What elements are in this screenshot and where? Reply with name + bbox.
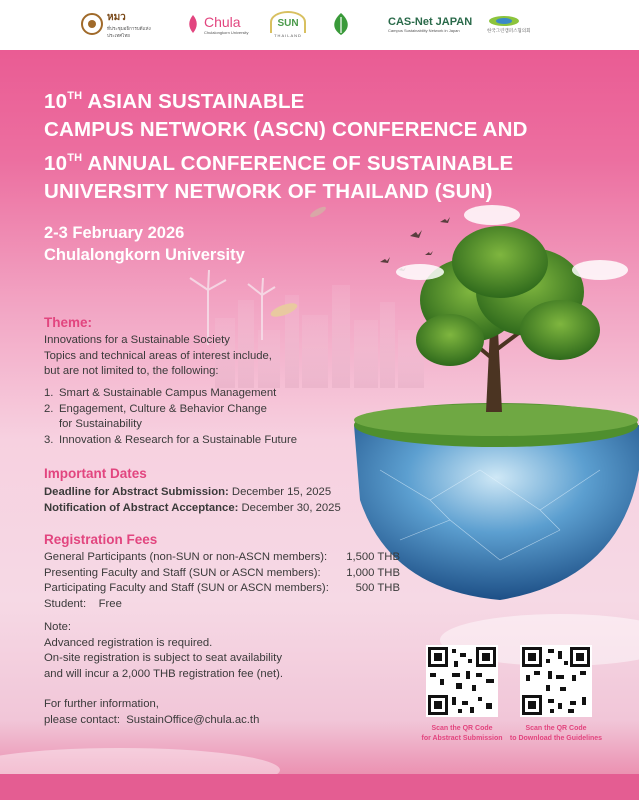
theme-line: but are not limited to, the following: [44, 365, 219, 377]
cupt-logo [80, 10, 169, 38]
logo-sub: THAILAND [274, 32, 302, 38]
logo-name: Chula [204, 13, 241, 30]
theme-heading: Theme: [44, 315, 93, 330]
qr-code-guidelines[interactable] [520, 645, 592, 717]
contact-line: For further information, [44, 698, 159, 710]
date-label: Deadline for Abstract Submission: [44, 486, 229, 498]
qr-caption-abstract [410, 724, 514, 744]
fee-student: Student: Free [44, 597, 122, 610]
theme-line: Innovations for a Sustainable Society [44, 334, 230, 346]
qr-code-icon [520, 645, 592, 717]
logo-name: CAS-Net JAPAN [388, 15, 473, 28]
fee-name: Presenting Faculty and Staff (SUN or ASCN members): [44, 566, 321, 579]
title-line-4: UNIVERSITY NETWORK OF THAILAND (SUN) [44, 180, 493, 203]
title-line-2: CAMPUS NETWORK (ASCN) CONFERENCE AND [44, 118, 528, 141]
logo-name: หมว [107, 11, 126, 23]
theme-topic-list [44, 386, 297, 448]
note-line: Note: [44, 621, 72, 633]
title-num: 10 [44, 152, 68, 175]
topic-text: Innovation & Research for a Sustainable Future [59, 433, 298, 446]
topic-item [44, 433, 297, 449]
qr-caption-line: for Abstract Submission [421, 735, 503, 742]
date-value: December 30, 2025 [238, 501, 341, 514]
fee-amount: 1,000 THB [346, 566, 400, 579]
fee-name: General Participants (non-SUN or non-ASCN members): [44, 551, 328, 563]
logo-sub: Campus Sustainability Network in Japan [388, 27, 460, 33]
sun-logo [270, 10, 306, 38]
title-text: ANNUAL CONFERENCE OF SUSTAINABLE [82, 152, 514, 175]
fees-heading: Registration Fees [44, 532, 158, 547]
fee-item [44, 566, 400, 582]
title-line-1 [44, 82, 604, 116]
fee-amount: 1,500 THB [346, 551, 400, 563]
korea-green-campus-logo [487, 10, 530, 38]
topic-item [44, 402, 297, 418]
note-line: On-site registration is subject to seat availability [44, 652, 282, 664]
topic-item [44, 417, 297, 433]
date-item [44, 485, 341, 501]
partner-logo-bar [0, 0, 639, 50]
contact-info [44, 697, 259, 728]
fee-item [44, 550, 400, 566]
cu-sustainability-logo [330, 10, 352, 38]
qr-caption-line: Scan the QR Code [431, 725, 493, 732]
event-venue: Chulalongkorn University [44, 246, 245, 264]
topic-text: Engagement, Culture & Behavior Change [59, 402, 267, 415]
chula-emblem-icon [185, 13, 201, 35]
topic-item [44, 386, 297, 402]
title-sup: TH [67, 152, 83, 164]
title-num: 10 [44, 90, 68, 113]
conference-title [44, 82, 604, 206]
green-campus-emblem-icon [487, 14, 521, 28]
date-label: Notification of Abstract Acceptance: [44, 501, 239, 514]
topic-num: 3. [44, 433, 54, 446]
fee-item [44, 581, 400, 597]
registration-note [44, 620, 283, 682]
qr-caption-guidelines [504, 724, 608, 744]
qr-caption-line: Scan the QR Code [525, 725, 587, 732]
qr-code-abstract-submission[interactable] [426, 645, 498, 717]
topic-num [44, 417, 59, 433]
topic-num: 1. [44, 387, 54, 399]
tree-illustration [416, 226, 600, 412]
chula-logo [185, 10, 248, 38]
bottom-accent-bar [0, 774, 639, 800]
fee-amount: 500 THB [355, 582, 400, 594]
dates-heading: Important Dates [44, 466, 147, 481]
date-value: December 15, 2025 [228, 486, 332, 498]
title-sup: TH [67, 90, 83, 102]
casnet-japan-logo [388, 10, 472, 38]
contact-email-line[interactable]: please contact: SustainOffice@chula.ac.th [44, 713, 260, 726]
leaf-emblem-icon [330, 11, 352, 37]
dates-list [44, 485, 341, 516]
topic-text: Smart & Sustainable Campus Management [59, 387, 277, 399]
date-item [44, 501, 341, 517]
qr-code-icon [426, 645, 498, 717]
title-text: ASIAN SUSTAINABLE [82, 90, 305, 113]
topic-text: for Sustainability [59, 418, 142, 430]
theme-line: Topics and technical areas of interest include, [44, 349, 272, 362]
fees-list [44, 550, 400, 612]
event-date: 2-3 February 2026 [44, 224, 185, 242]
cupt-emblem-icon [80, 12, 104, 36]
logo-sub: ที่ประชุมอธิการบดีแห่งประเทศไทย [107, 25, 151, 38]
title-line-3 [44, 144, 604, 178]
fee-name: Participating Faculty and Staff (SUN or ASCN members): [44, 582, 329, 594]
logo-sub: Chulalongkorn University [204, 29, 249, 35]
logo-name: SUN [270, 11, 306, 33]
logo-sub: 한국그린캠퍼스협의회 [487, 28, 531, 33]
topic-num: 2. [44, 402, 54, 415]
qr-caption-line: to Download the Guidelines [509, 735, 603, 742]
theme-intro [44, 333, 272, 380]
event-info [44, 222, 245, 266]
note-line: and will incur a 2,000 THB registration fee (net). [44, 667, 284, 680]
note-line: Advanced registration is required. [44, 636, 213, 649]
